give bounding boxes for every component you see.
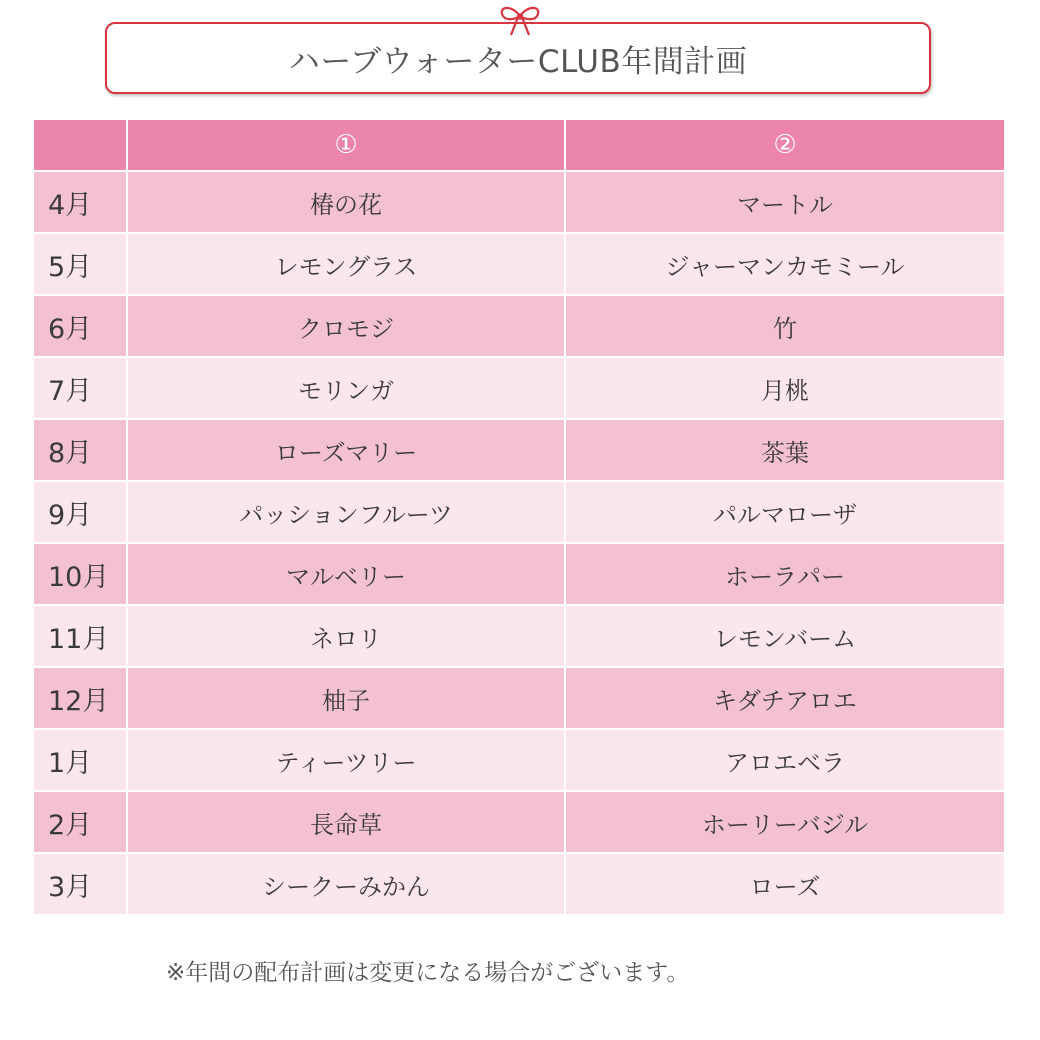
table-row <box>34 854 1004 916</box>
ribbon-bow-icon <box>496 2 544 38</box>
month-cell: 12月 <box>34 668 128 730</box>
herb-2-cell: 月桃 <box>566 358 1004 420</box>
table-row <box>34 544 1004 606</box>
herb-2-cell: パルマローザ <box>566 482 1004 544</box>
herb-2-cell: レモンバーム <box>566 606 1004 668</box>
herb-schedule-table <box>34 120 1004 916</box>
month-cell: 2月 <box>34 792 128 854</box>
header-column-2: ② <box>566 120 1004 170</box>
herb-1-cell: ティーツリー <box>128 730 566 792</box>
month-cell: 5月 <box>34 234 128 296</box>
table-row <box>34 792 1004 854</box>
month-cell: 4月 <box>34 172 128 234</box>
footnote: ※年間の配布計画は変更になる場合がございます。 <box>166 960 690 986</box>
month-cell: 10月 <box>34 544 128 606</box>
herb-2-cell: ローズ <box>566 854 1004 916</box>
table-row <box>34 172 1004 234</box>
herb-2-cell: 茶葉 <box>566 420 1004 482</box>
table-row <box>34 358 1004 420</box>
table-row <box>34 482 1004 544</box>
month-cell: 7月 <box>34 358 128 420</box>
table-row <box>34 730 1004 792</box>
herb-1-cell: レモングラス <box>128 234 566 296</box>
table-row <box>34 606 1004 668</box>
table-row <box>34 234 1004 296</box>
herb-1-cell: クロモジ <box>128 296 566 358</box>
month-cell: 1月 <box>34 730 128 792</box>
table-header-row <box>34 120 1004 170</box>
herb-1-cell: 椿の花 <box>128 172 566 234</box>
herb-2-cell: キダチアロエ <box>566 668 1004 730</box>
herb-2-cell: アロエベラ <box>566 730 1004 792</box>
herb-1-cell: ローズマリー <box>128 420 566 482</box>
herb-2-cell: 竹 <box>566 296 1004 358</box>
herb-2-cell: ジャーマンカモミール <box>566 234 1004 296</box>
herb-1-cell: パッションフルーツ <box>128 482 566 544</box>
herb-2-cell: ホーラパー <box>566 544 1004 606</box>
herb-1-cell: モリンガ <box>128 358 566 420</box>
herb-1-cell: ネロリ <box>128 606 566 668</box>
month-cell: 8月 <box>34 420 128 482</box>
table-row <box>34 296 1004 358</box>
month-cell: 6月 <box>34 296 128 358</box>
herb-1-cell: シークーみかん <box>128 854 566 916</box>
herb-1-cell: 長命草 <box>128 792 566 854</box>
month-cell: 3月 <box>34 854 128 916</box>
page-title: ハーブウォーターCLUB年間計画 <box>288 43 748 80</box>
table-row <box>34 668 1004 730</box>
header-month-cell <box>34 120 128 170</box>
herb-2-cell: マートル <box>566 172 1004 234</box>
table-row <box>34 420 1004 482</box>
herb-2-cell: ホーリーバジル <box>566 792 1004 854</box>
herb-1-cell: 柚子 <box>128 668 566 730</box>
herb-1-cell: マルベリー <box>128 544 566 606</box>
month-cell: 9月 <box>34 482 128 544</box>
header-column-1: ① <box>128 120 566 170</box>
month-cell: 11月 <box>34 606 128 668</box>
